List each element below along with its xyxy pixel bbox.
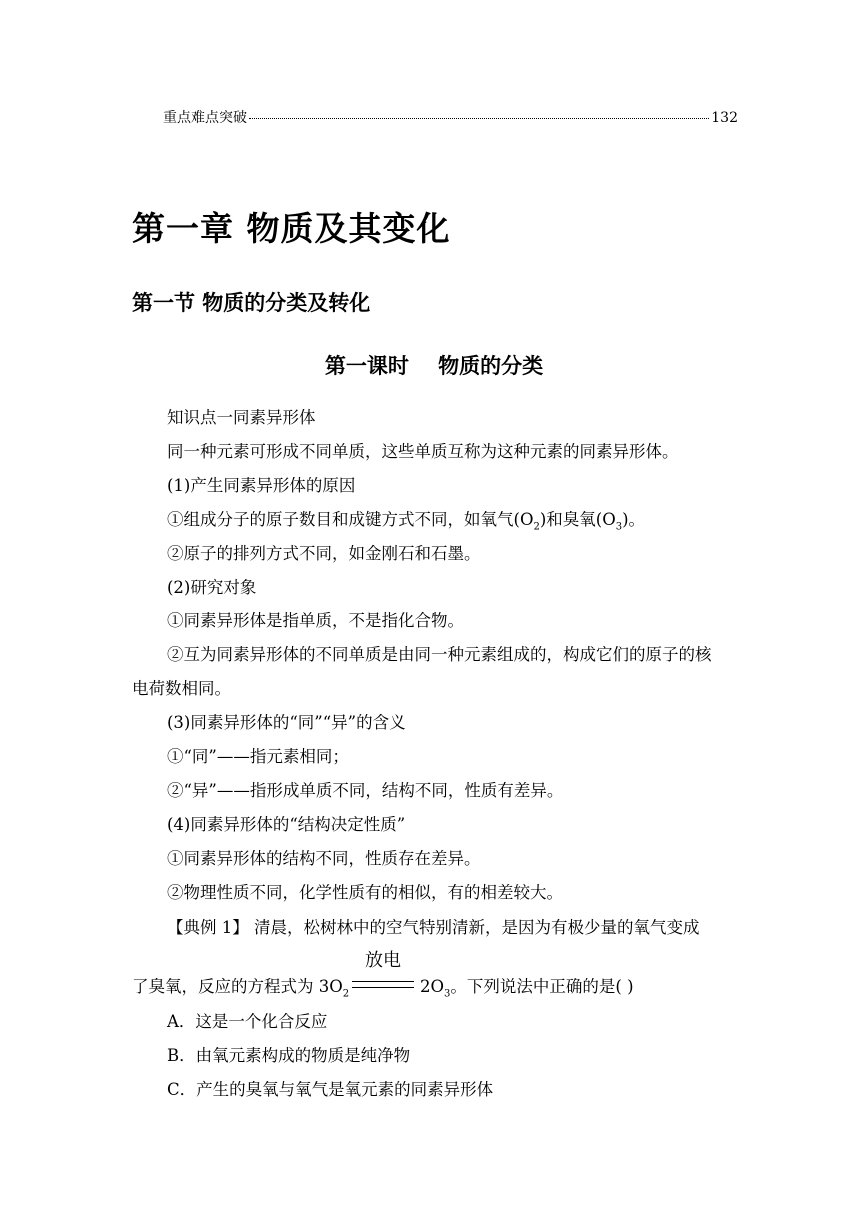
toc-leader-dots [249,118,709,119]
cause-item-1 [167,509,645,538]
option-b: B．由氧元素构成的物质是纯净物 [167,1046,411,1065]
reaction-line-top [352,981,414,982]
reaction-line-bottom [352,987,414,988]
option-c: C．产生的臭氧与氧气是氧元素的同素异形体 [167,1080,494,1099]
subheading-causes: (1)产生同素异形体的原因 [167,476,356,495]
knowledge-point-heading: 知识点一同素异形体 [167,408,316,427]
toc-entry[interactable] [163,107,738,129]
subheading-meaning: (3)同素异形体的“同”“异”的含义 [167,713,406,732]
research-item-1: ①同素异形体是指单质，不是指化合物。 [167,611,464,630]
structure-item-1: ①同素异形体的结构不同，性质存在差异。 [167,849,481,868]
example-line-2-end [420,976,634,1005]
cause-item-1-text: ①组成分子的原子数目和成键方式不同，如氧气( [167,510,520,529]
cause-item-2: ②原子的排列方式不同，如金刚石和石墨。 [167,544,481,563]
structure-item-2: ②物理性质不同，化学性质有的相似，有的相差较大。 [167,883,563,902]
research-item-2: ②互为同素异形体的不同单质是由同一种元素组成的，构成它们的原子的核 [167,645,712,664]
formula-mid-text: )和臭氧( [539,510,603,529]
reactant-subscript: 2 [342,988,350,1000]
o3-symbol: O [602,510,616,529]
research-item-2-continued: 电荷数相同。 [132,679,231,698]
subheading-research-object: (2)研究对象 [167,578,257,597]
reaction-arrow [352,950,414,996]
o2-subscript: 2 [533,521,540,533]
example-line-2-start [132,976,349,1005]
product-formula: 2O [420,977,445,996]
reaction-condition-label: 放电 [365,950,401,971]
subheading-structure: (4)同素异形体的“结构决定性质” [167,815,406,834]
option-a: A．这是一个化合反应 [167,1012,328,1031]
section-title: 第一节 物质的分类及转化 [132,290,371,315]
example-question: 。下列说法中正确的是( ) [450,977,634,996]
example-line-1: 【典例 1】 清晨，松树林中的空气特别清新，是因为有极少量的氧气变成 [167,918,700,937]
lesson-title: 第一课时 物质的分类 [324,353,544,378]
formula-end-text: )。 [622,510,646,529]
toc-title: 重点难点突破 [163,110,247,126]
o3-subscript: 3 [615,521,623,533]
toc-page-number: 132 [711,110,738,126]
o2-symbol: O [519,510,534,529]
definition-paragraph: 同一种元素可形成不同单质，这些单质互称为这种元素的同素异形体。 [167,442,679,461]
meaning-item-different: ②“异”——指形成单质不同，结构不同，性质有差异。 [167,781,564,800]
chapter-title: 第一章 物质及其变化 [132,209,451,248]
product-subscript: 3 [444,988,451,1000]
meaning-item-same: ①“同”——指元素相同； [167,747,349,766]
example-line-2-text: 了臭氧，反应的方程式为 3O [132,977,343,996]
